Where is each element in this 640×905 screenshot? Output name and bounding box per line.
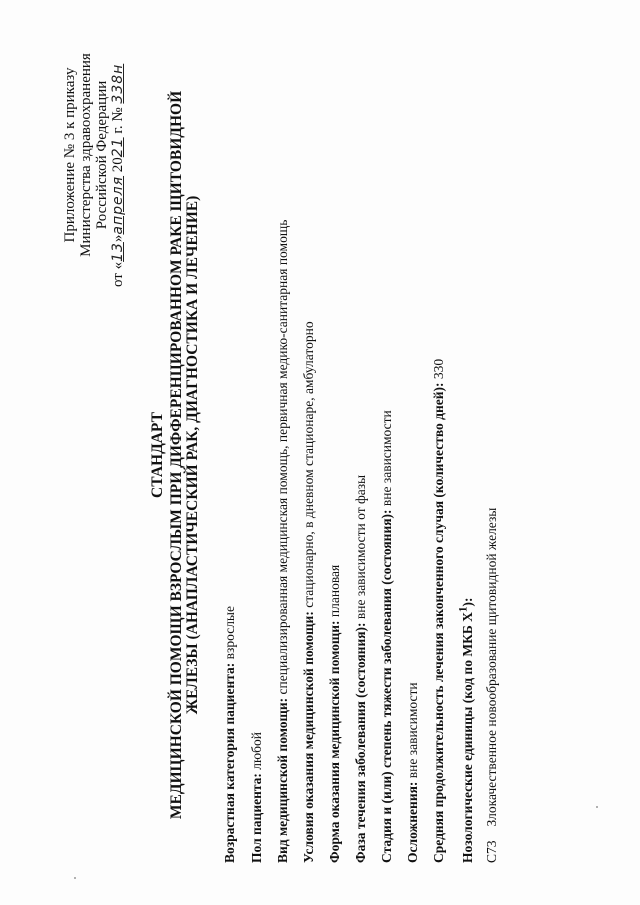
field-label: Пол пациента: [249,773,264,863]
field-value: плановая [327,564,342,621]
date-day: 13 [110,242,126,262]
field-label: Осложнения: [405,781,420,863]
nosology-heading [457,597,476,863]
field-value: взрослые [222,606,237,663]
nosology-row [484,508,500,863]
order-number: 338н [110,63,126,104]
field-label: Возрастная категория пациента: [222,662,237,863]
field-label: Средняя продолжительность лечения законченного случая (количество дней): [431,382,446,863]
date-mid: » [110,234,126,243]
nosology-label: Нозологические единицы (код по МКБ X [459,612,475,863]
scan-speck [596,806,598,808]
field-value: специализированная медицинская помощь, первичная медико-санитарная помощь [275,219,290,698]
field-value: любой [249,732,264,774]
date-year: 21 [110,137,126,158]
field-care-form [327,565,343,863]
field-value: вне зависимости [379,410,394,510]
field-phase [353,475,369,863]
field-label: Стадия и (или) степень тяжести заболевания (состояния): [379,509,394,863]
field-sex [249,732,265,863]
field-complications [405,682,421,863]
field-value: вне зависимости от фазы [353,474,368,623]
nosology-footnote-mark: 1 [457,606,469,613]
field-value: вне зависимости [405,682,420,782]
icd-name: Злокачественное новообразование щитовидной железы [484,507,499,827]
order-date-line [110,15,126,295]
title-heading: СТАНДАРТ [149,412,166,498]
field-label: Фаза течения заболевания (состояния): [353,622,368,863]
field-label: Вид медицинской помощи: [275,697,290,863]
field-age [222,606,238,863]
title-line-2: ЖЕЛЕЗЫ (АНАПЛАСТИЧЕСКИЙ РАК, ДИАГНОСТИКА И ЛЕЧЕНИЕ) [184,195,201,715]
field-care-conditions [301,321,317,863]
appendix-block [62,15,126,295]
field-value: стационарно, в дневном стационаре, амбулаторно [301,321,316,612]
field-label: Условия оказания медицинской помощи: [301,611,316,863]
field-value: 330 [431,358,446,383]
date-year-prefix: 20 [110,157,126,176]
appendix-line-3: Российской Федерации [94,80,110,230]
field-care-type [275,220,291,863]
date-suffix: г. № [110,103,126,138]
title-line-1: МЕДИЦИНСКОЙ ПОМОЩИ ВЗРОСЛЫМ ПРИ ДИФФЕРЕНЦИРОВАННОМ РАКЕ ЩИТОВИДНОЙ [167,90,185,820]
field-duration [431,359,447,863]
field-stage [379,410,395,863]
date-month: апреля [110,175,126,235]
icd-code: C73 [484,840,499,863]
date-prefix: от « [110,261,126,287]
field-label: Форма оказания медицинской помощи: [327,620,342,863]
scan-speck [74,877,76,879]
appendix-line-1: Приложение № 3 к приказу [62,67,78,243]
appendix-line-2: Министерства здравоохранения [78,53,94,257]
document-title [150,65,202,845]
nosology-label-end: ): [459,597,475,607]
